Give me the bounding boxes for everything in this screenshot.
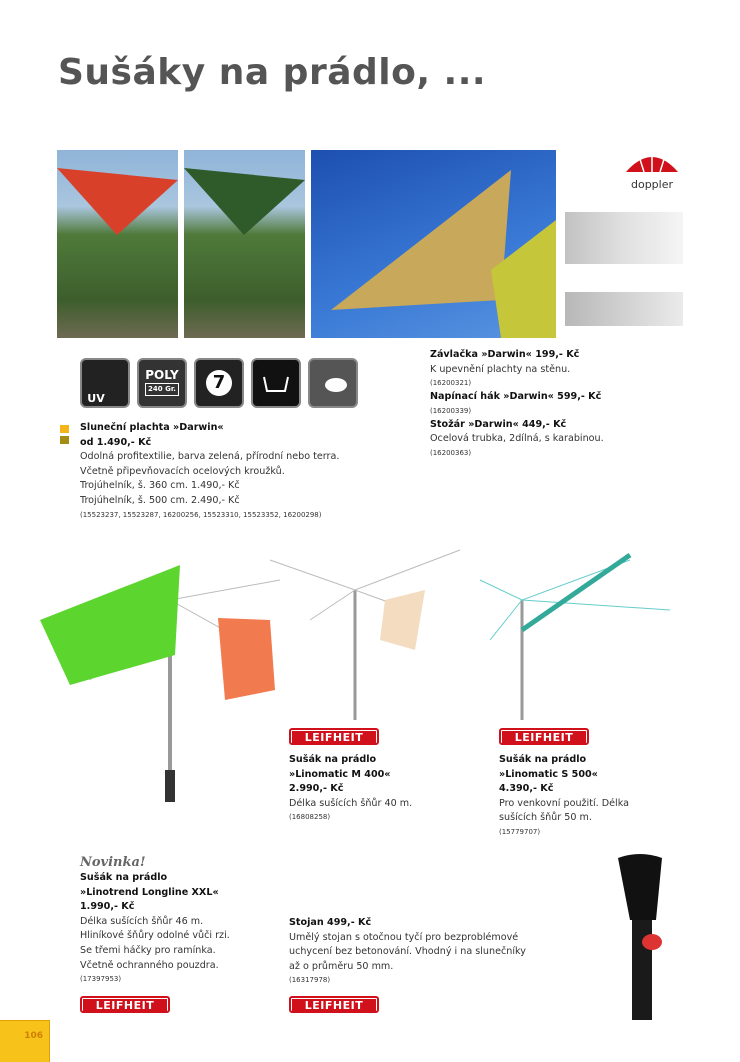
hand-wash-icon: [308, 358, 358, 408]
hook-product-image: [565, 212, 683, 264]
sail-sand-photo: [311, 150, 556, 338]
new-badge: Novinka!: [80, 855, 146, 870]
wash-icon: [251, 358, 301, 408]
longline-description: Novinka! Sušák na prádlo »Linotrend Longline XXL« 1.990,- Kč Délka sušících šňůr 46 m. Hliníkové šňůry odolné vůči rzi. Se třemi háčky pro ramínka. Včetně ochranného pouzdra. (17397953): [80, 855, 230, 984]
color-swatch-green: [60, 436, 69, 444]
sail-green-photo: [184, 150, 305, 338]
leifheit-logo: LEIFHEIT: [80, 996, 170, 1013]
leifheit-logo: LEIFHEIT: [289, 996, 379, 1013]
longline-dryer: [40, 565, 280, 802]
stojan-description: Stojan 499,- Kč Umělý stojan s otočnou tyčí pro bezproblémové uchycení bez betonování. Vhodný i na slunečníky až o průměru 50 mm. (16317978): [289, 917, 526, 985]
page-title: Sušáky na prádlo, ...: [58, 52, 487, 93]
linomatic-m400-description: Sušák na prádlo »Linomatic M 400« 2.990,- Kč Délka sušících šňůr 40 m. (16808258): [289, 754, 413, 822]
page-number: 106: [24, 1031, 43, 1041]
poly-icon: POLY 240 Gr.: [137, 358, 187, 408]
page-number-box: [0, 1020, 50, 1062]
color-swatch-terra: [60, 425, 69, 433]
stand-image: [610, 850, 680, 1020]
linomatic-s500-dryer: [480, 555, 670, 720]
leifheit-logo: LEIFHEIT: [499, 728, 589, 745]
accessories-list: Závlačka »Darwin« 199,- Kč K upevnění plachty na stěnu. (16200321) Napínací hák »Darwin« 599,- Kč (16200339) Stožár »Darwin« 449,- Kč Ocelová trubka, 2dílná, s karabinou. (16200363): [430, 349, 604, 457]
linomatic-m400-dryer: [270, 550, 460, 720]
seven-icon: 7: [194, 358, 244, 408]
uv-icon: UV: [80, 358, 130, 408]
linomatic-s500-description: Sušák na prádlo »Linomatic S 500« 4.390,- Kč Pro venkovní použití. Délka sušících šňůr 50 m. (15779707): [499, 754, 629, 836]
mast-product-image: [565, 292, 683, 326]
darwin-sail-description: Sluneční plachta »Darwin« od 1.490,- Kč Odolná profitextilie, barva zelená, přírodní nebo terra. Včetně připevňovacích ocelových kroužků. Trojúhelník, š. 360 cm. 1.490,- Kč Trojúhelník, š. 500 cm. 2.490,- Kč (15523237, 15523287, 16200256, 15523310, 15523352, 16200298): [80, 422, 340, 519]
sail-red-photo: [57, 150, 178, 338]
leifheit-logo: LEIFHEIT: [289, 728, 379, 745]
doppler-logo: doppler: [620, 148, 684, 192]
